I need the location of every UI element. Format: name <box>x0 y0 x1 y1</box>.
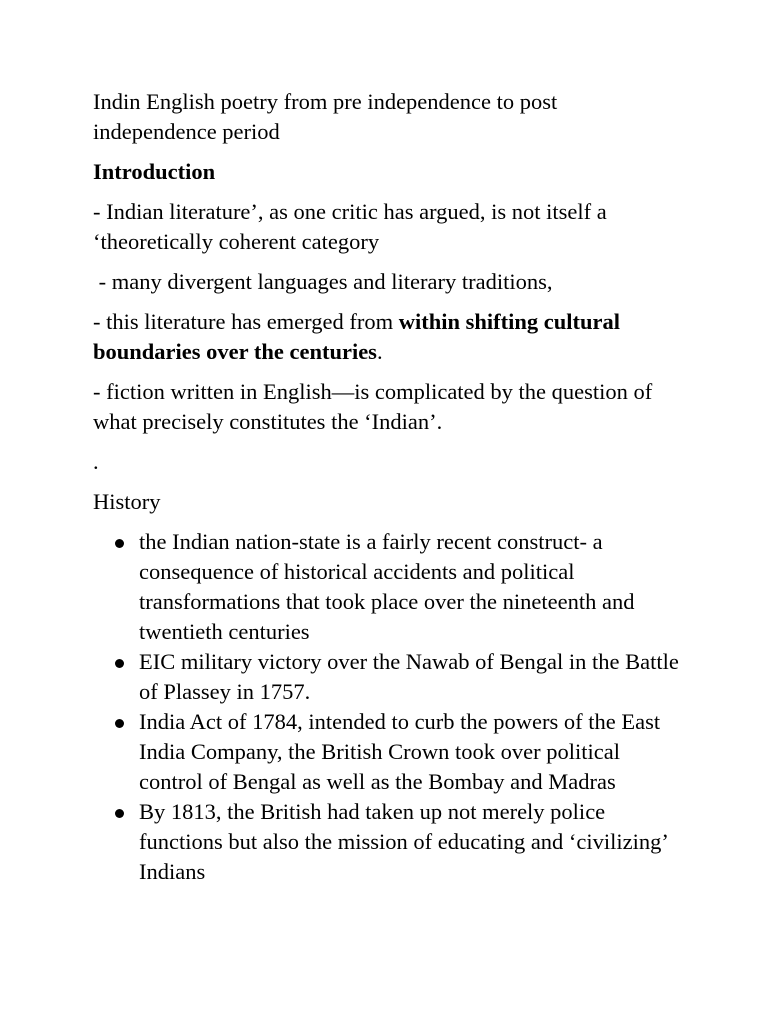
dot-line: . <box>93 449 99 474</box>
history-list <box>93 527 683 887</box>
emerged-suffix: . <box>376 339 383 364</box>
list-item <box>139 647 683 707</box>
emerged-prefix: - this literature has emerged from <box>93 309 399 334</box>
list-item <box>139 797 683 887</box>
list-item-text: By 1813, the British had taken up not merely police functions but also the mission of educating and ‘civilizing’ Indians <box>139 799 668 884</box>
intro-paragraph-fiction: - fiction written in English—is complicated by the question of what precisely constitutes the ‘Indian’. <box>93 379 653 434</box>
bullet-icon <box>115 539 124 548</box>
emerged-bold-phrase: within shifting cultural boundaries over the centuries <box>93 309 621 364</box>
list-item <box>139 527 683 647</box>
bullet-icon <box>115 719 124 728</box>
document-title: Indin English poetry from pre independence to post independence period <box>93 89 558 144</box>
intro-paragraph-languages: - many divergent languages and literary traditions, <box>93 269 553 294</box>
history-heading: History <box>93 489 161 514</box>
intro-paragraph-literature: - Indian literature’, as one critic has argued, is not itself a ‘theoretically coherent category <box>93 199 607 254</box>
document-page <box>93 87 683 887</box>
bullet-icon <box>115 809 124 818</box>
bullet-icon <box>115 659 124 668</box>
list-item <box>139 707 683 797</box>
intro-paragraph-emerged <box>93 307 683 367</box>
list-item-text: the Indian nation-state is a fairly recent construct- a consequence of historical accidents and political transformations that took place over the nineteenth and twentieth centuries <box>139 529 635 644</box>
list-item-text: India Act of 1784, intended to curb the powers of the East India Company, the British Crown took over political control of Bengal as well as the Bombay and Madras <box>139 709 661 794</box>
list-item-text: EIC military victory over the Nawab of Bengal in the Battle of Plassey in 1757. <box>139 649 679 704</box>
introduction-heading: Introduction <box>93 159 216 184</box>
